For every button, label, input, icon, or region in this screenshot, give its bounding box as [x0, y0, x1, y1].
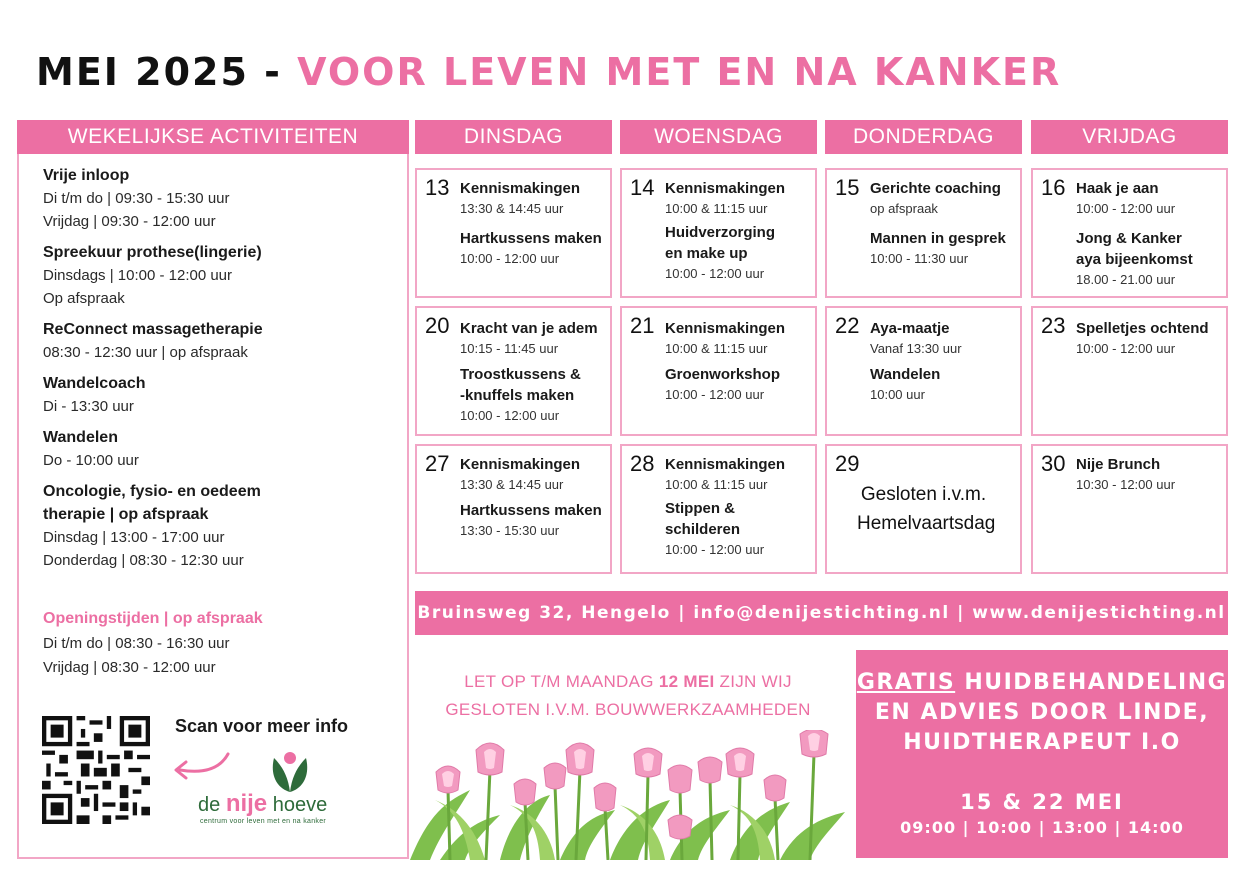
- activity-item: [43, 372, 403, 418]
- promo-line: HUIDBEHANDELING: [955, 670, 1228, 695]
- calendar-day-13: [415, 168, 612, 298]
- activity-line: Dinsdag | 13:00 - 17:00 uur: [43, 529, 225, 546]
- event-time: 10:00 - 12:00 uur: [460, 251, 560, 266]
- activity-line: Di - 13:30 uur: [43, 398, 134, 415]
- event-title: Jong & Kanker aya bijeenkomst: [1076, 230, 1193, 268]
- activity-item: [43, 164, 403, 233]
- day-number: 28: [630, 451, 655, 476]
- day-number: 21: [630, 313, 655, 338]
- event-time: Vanaf 13:30 uur: [870, 341, 962, 356]
- event-title: Gerichte coaching: [870, 180, 1001, 197]
- event-time: 10:00 - 12:00 uur: [665, 266, 765, 281]
- event-time: 13:30 & 14:45 uur: [460, 477, 564, 492]
- promo-line: EN ADVIES DOOR LINDE,: [874, 700, 1210, 725]
- event-title: Kennismakingen: [665, 320, 786, 337]
- day-number: 15: [835, 175, 860, 200]
- opening-hours-line: Vrijdag | 08:30 - 12:00 uur: [43, 659, 216, 676]
- notice-text: LET OP T/M MAANDAG: [464, 672, 659, 691]
- calendar-day-27: [415, 444, 612, 574]
- scan-label: Scan voor meer info: [175, 716, 349, 736]
- activity-item: [43, 426, 403, 472]
- event-title: Spelletjes ochtend: [1076, 320, 1209, 337]
- event-time: 10:00 - 12:00 uur: [1076, 201, 1176, 216]
- activity-item: [43, 318, 403, 364]
- title-month: MEI 2025 -: [36, 50, 298, 94]
- activity-line: Vrijdag | 09:30 - 12:00 uur: [43, 213, 216, 230]
- calendar-day-23: [1031, 306, 1228, 436]
- weekly-header: WEKELIJKSE ACTIVITEITEN: [17, 120, 409, 154]
- day-number: 23: [1041, 313, 1066, 338]
- day-number: 22: [835, 313, 860, 338]
- promo-line: HUIDTHERAPEUT I.O: [903, 730, 1181, 755]
- logo-wordmark: [198, 790, 327, 818]
- closure-notice: [420, 668, 836, 724]
- calendar-day-30: [1031, 444, 1228, 574]
- event-time: 18.00 - 21.00 uur: [1076, 272, 1176, 287]
- notice-date: 12 MEI: [658, 672, 715, 691]
- activity-title: Wandelcoach: [43, 375, 146, 392]
- weekly-activities-list: [43, 164, 403, 580]
- calendar-day-22: [825, 306, 1022, 436]
- event-title: Aya-maatje: [870, 320, 950, 337]
- curved-arrow-icon: [166, 748, 236, 782]
- contact-address-bar[interactable]: Bruinsweg 32, Hengelo | info@denijestichting.nl | www.denijestichting.nl: [415, 591, 1228, 635]
- event-time: 10:00 - 11:30 uur: [870, 251, 969, 266]
- activity-line: 08:30 - 12:30 uur | op afspraak: [43, 344, 248, 361]
- calendar-day-29: [825, 444, 1022, 574]
- calendar-day-28: [620, 444, 817, 574]
- notice-text: GESLOTEN I.V.M. BOUWWERKZAAMHEDEN: [445, 700, 811, 719]
- logo-de: de: [198, 794, 226, 816]
- event-time: 13:30 - 15:30 uur: [460, 523, 560, 538]
- promo-text: [856, 668, 1228, 758]
- calendar-day-16: [1031, 168, 1228, 298]
- day-number: 29: [835, 451, 860, 476]
- page-title: [36, 50, 1061, 94]
- day-header-friday: VRIJDAG: [1031, 120, 1228, 154]
- event-time: op afspraak: [870, 201, 938, 216]
- event-title: Troostkussens & -knuffels maken: [460, 366, 581, 404]
- title-subtitle: VOOR LEVEN MET EN NA KANKER: [297, 50, 1062, 94]
- event-time: 10:15 - 11:45 uur: [460, 341, 559, 356]
- opening-hours-title: Openingstijden | op afspraak: [43, 610, 263, 627]
- activity-line: Donderdag | 08:30 - 12:30 uur: [43, 552, 244, 569]
- activity-item: [43, 480, 403, 572]
- event-time: 10:00 - 12:00 uur: [460, 408, 560, 423]
- event-title: Kennismakingen: [460, 180, 581, 197]
- event-time: 10:00 - 12:00 uur: [665, 387, 765, 402]
- calendar-day-14: [620, 168, 817, 298]
- promo-gratis: GRATIS: [856, 670, 956, 695]
- event-title: Hartkussens maken: [460, 502, 602, 519]
- event-time: 10:00 & 11:15 uur: [665, 341, 768, 356]
- qr-code-icon[interactable]: [42, 716, 150, 824]
- event-title: Mannen in gesprek: [870, 230, 1006, 247]
- opening-hours-line: Di t/m do | 08:30 - 16:30 uur: [43, 635, 230, 652]
- event-time: 10:00 uur: [870, 387, 925, 402]
- calendar-day-20: [415, 306, 612, 436]
- nije-hoeve-logo-icon: [268, 748, 312, 794]
- activity-line: Dinsdags | 10:00 - 12:00 uur: [43, 267, 233, 284]
- day-header-thursday: DONDERDAG: [825, 120, 1022, 154]
- day-header-wednesday: WOENSDAG: [620, 120, 817, 154]
- logo-subtitle: centrum voor leven met en na kanker: [200, 818, 327, 825]
- event-time: 13:30 & 14:45 uur: [460, 201, 564, 216]
- activity-line: Do - 10:00 uur: [43, 452, 139, 469]
- promo-times: 09:00 | 10:00 | 13:00 | 14:00: [900, 818, 1184, 837]
- event-title: Nije Brunch: [1076, 456, 1161, 473]
- logo-hoeve: hoeve: [267, 794, 328, 816]
- activity-title: Wandelen: [43, 429, 118, 446]
- activity-title: Spreekuur prothese(lingerie): [43, 244, 262, 261]
- calendar-day-21: [620, 306, 817, 436]
- day-number: 27: [425, 451, 450, 476]
- day-number: 20: [425, 313, 450, 338]
- event-title: Kennismakingen: [665, 180, 786, 197]
- event-title: Kracht van je adem: [460, 320, 598, 337]
- event-title: Hartkussens maken: [460, 230, 602, 247]
- day-number: 13: [425, 175, 450, 200]
- event-time: 10:00 & 11:15 uur: [665, 477, 768, 492]
- event-title: Huidverzorging en make up: [665, 224, 776, 262]
- closed-notice: Gesloten i.v.m. Hemelvaartsdag: [857, 484, 996, 534]
- event-time: 10:30 - 12:00 uur: [1076, 477, 1176, 492]
- activity-line: Op afspraak: [43, 290, 125, 307]
- event-title: Wandelen: [870, 366, 941, 383]
- day-number: 30: [1041, 451, 1066, 476]
- day-number: 16: [1041, 175, 1066, 200]
- activity-item: [43, 241, 403, 310]
- day-header-tuesday: DINSDAG: [415, 120, 612, 154]
- event-title: Kennismakingen: [665, 456, 786, 473]
- logo-nije: nije: [225, 790, 268, 817]
- tulips-illustration-icon: [410, 730, 850, 860]
- activity-title: Oncologie, fysio- en oedeem therapie | op afspraak: [43, 483, 261, 523]
- event-title: Groenworkshop: [665, 366, 781, 383]
- day-number: 14: [630, 175, 655, 200]
- event-title: Haak je aan: [1076, 180, 1159, 197]
- event-time: 10:00 - 12:00 uur: [665, 542, 765, 557]
- event-time: 10:00 & 11:15 uur: [665, 201, 768, 216]
- promo-dates: 15 & 22 MEI: [960, 790, 1124, 814]
- event-time: 10:00 - 12:00 uur: [1076, 341, 1176, 356]
- calendar-day-15: [825, 168, 1022, 298]
- skin-treatment-promo: [856, 650, 1228, 858]
- activity-title: Vrije inloop: [43, 167, 130, 184]
- activity-title: ReConnect massagetherapie: [43, 321, 263, 338]
- activity-line: Di t/m do | 09:30 - 15:30 uur: [43, 190, 230, 207]
- event-title: Kennismakingen: [460, 456, 581, 473]
- event-title: Stippen & schilderen: [665, 500, 741, 538]
- notice-text: ZIJN WIJ: [714, 672, 792, 691]
